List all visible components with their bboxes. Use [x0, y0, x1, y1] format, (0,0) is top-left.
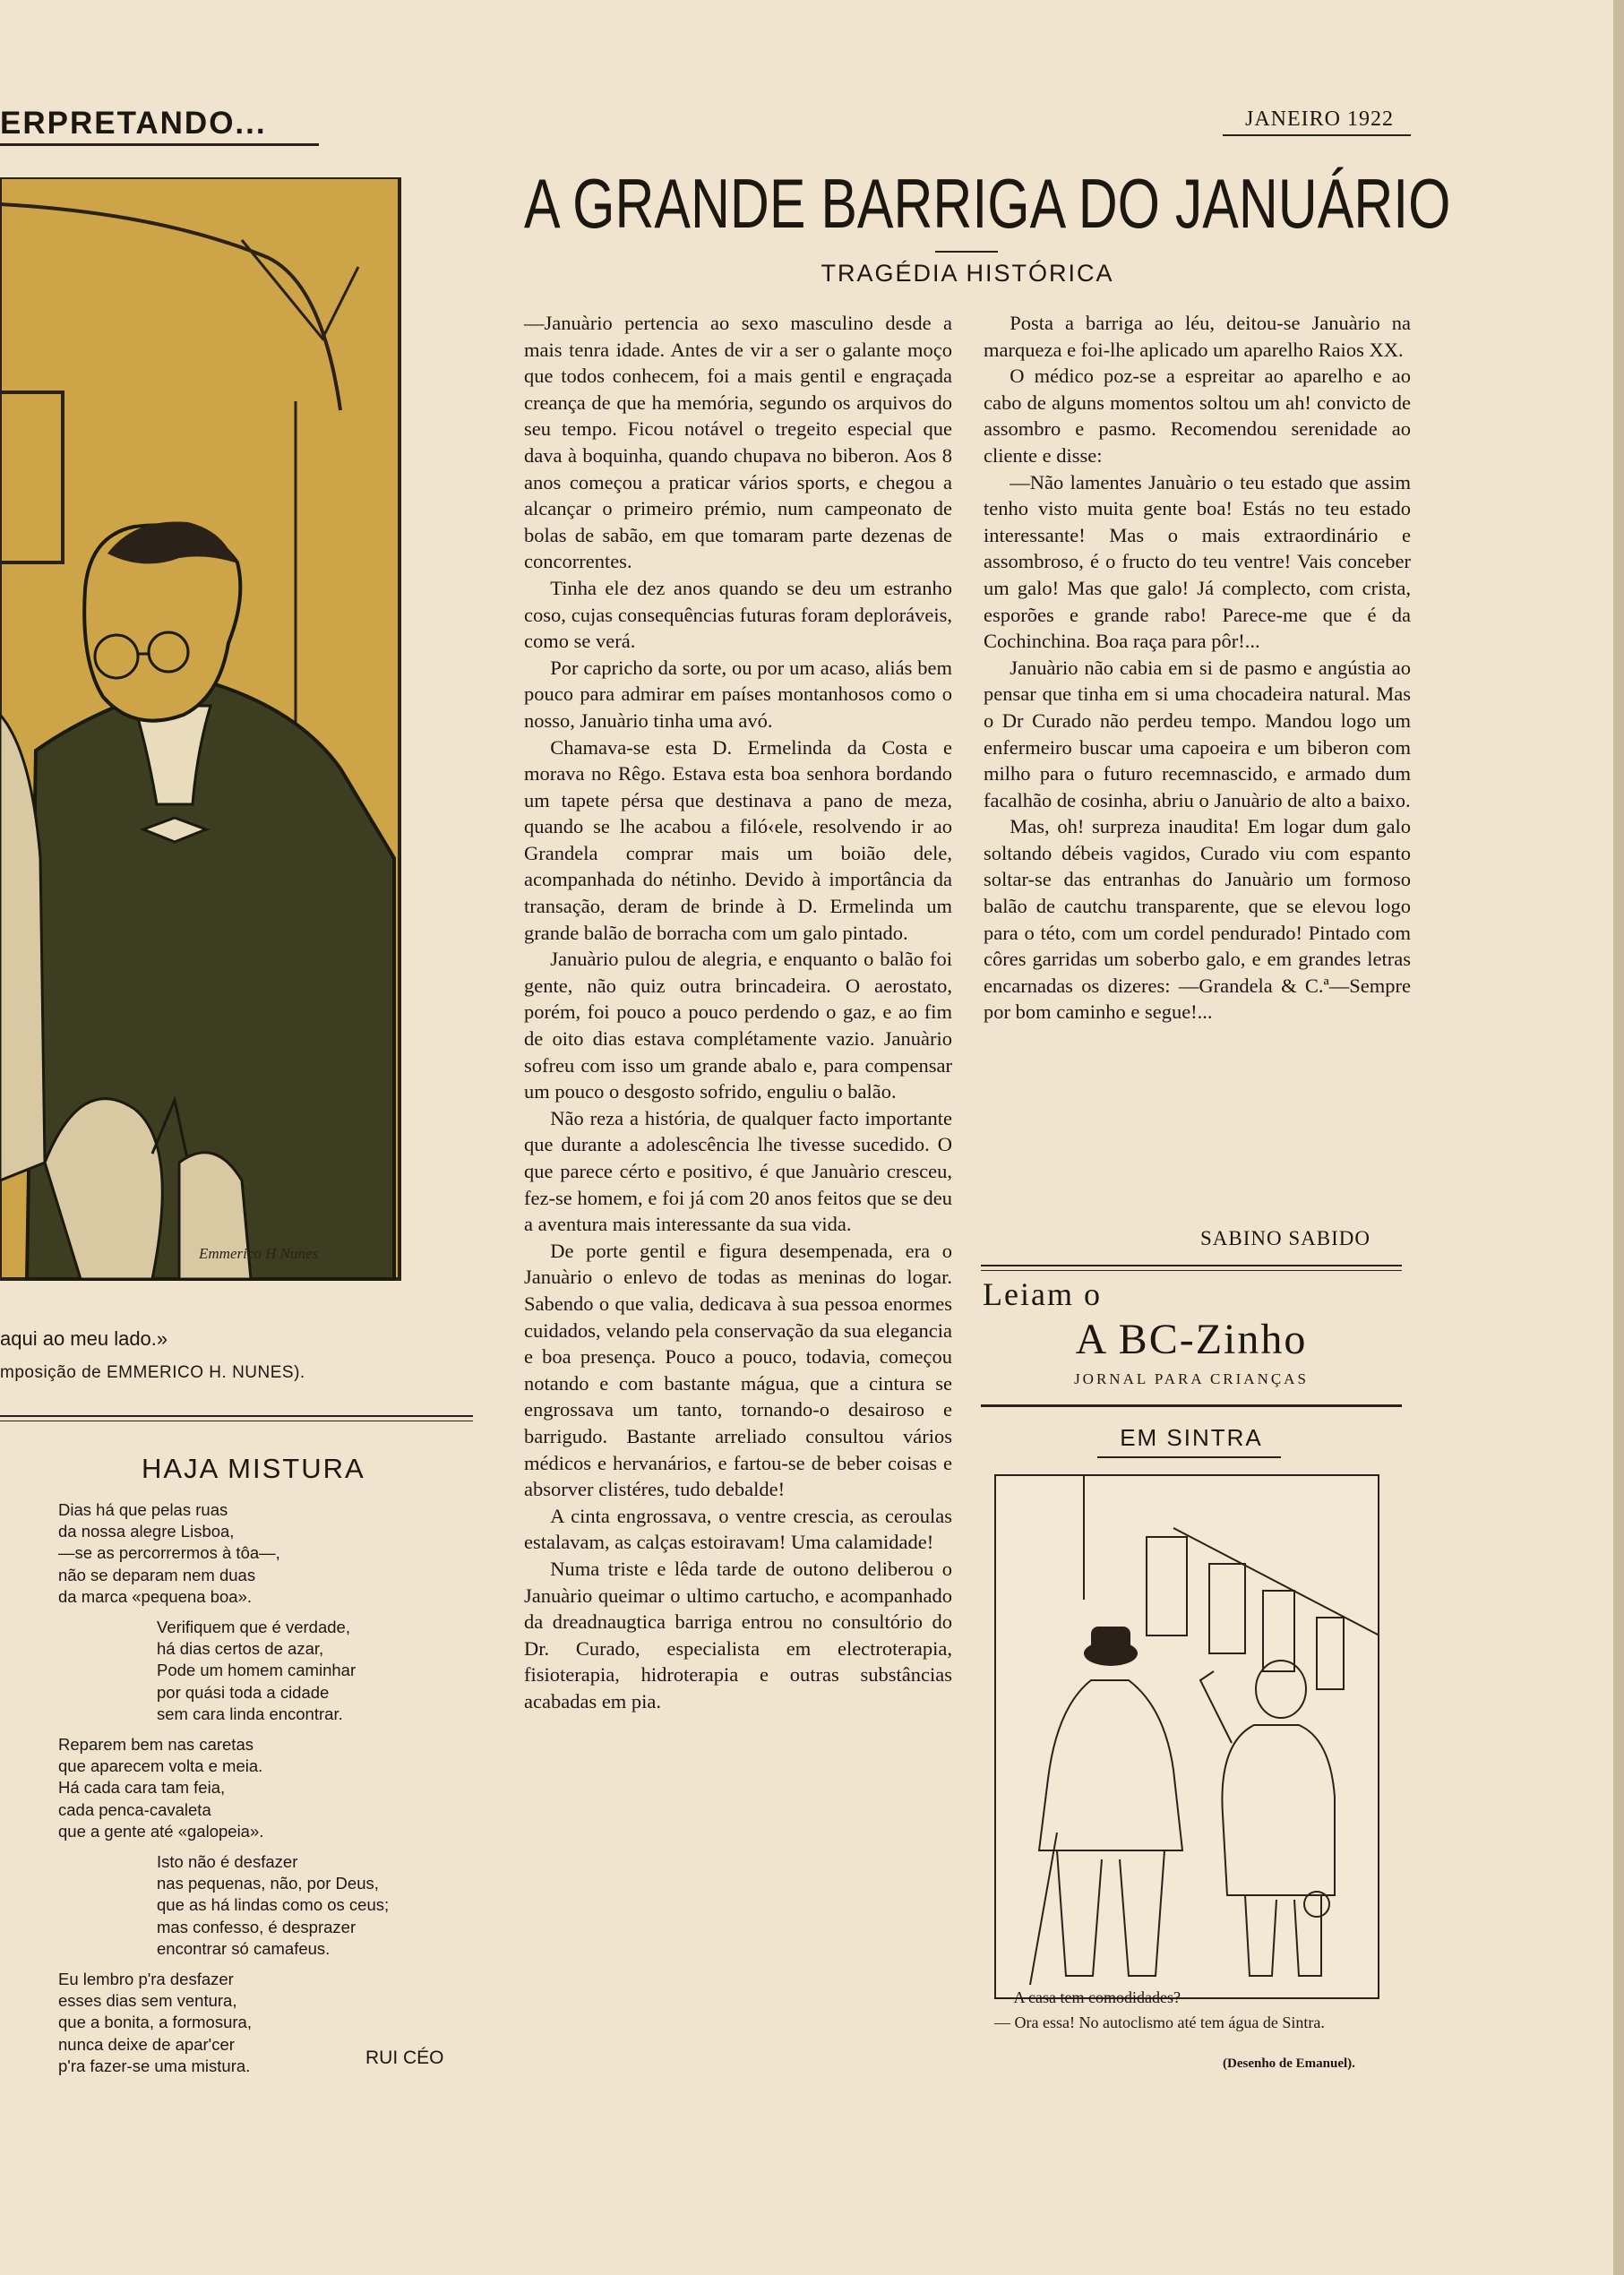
poem-line: que as há lindas como os ceus;	[157, 1895, 390, 1915]
article-paragraph: A cinta engrossava, o ventre crescia, as ceroulas estalavam, as calças estoiravam! Uma calamidade!	[524, 1504, 952, 1554]
title-ornament	[935, 251, 998, 253]
article-author: SABINO SABIDO	[1200, 1227, 1371, 1249]
poem-stanza-1	[58, 1499, 470, 1608]
section-header-rule	[0, 143, 319, 146]
article-paragraph: Januàrio pulou de alegria, e enquanto o balão foi gente, não quiz outra brincadeira. O aerostato, porém, foi pouco a pouco perdendo o gaz, e ao fim de oito dias estava complétamente vazio. Januàrio sofreu com isso um grande abalo e, para compensar um pouco o desgosto sofrido, enguliu o balão.	[524, 948, 952, 1103]
article-paragraph: Tinha ele dez anos quando se deu um estranho coso, cujas consequências futuras foram deploráveis, como se verá.	[524, 576, 952, 653]
article-column-2	[984, 310, 1411, 1026]
article-paragraph: O médico poz-se a espreitar ao aparelho e ao cabo de alguns momentos soltou um ah! convicto de assombro e pasmo. Recomendou serenidade ao cliente e disse:	[984, 365, 1411, 467]
sintra-title-rule	[1097, 1456, 1281, 1458]
section-header: ERPRETANDO...	[0, 106, 267, 141]
article-paragraph: Posta a barriga ao léu, deitou-se Januàrio na marqueza e foi-lhe aplicado um aparelho Raios XX.	[984, 312, 1411, 361]
date-rule	[1223, 134, 1411, 136]
poem-line: Pode um homem caminhar	[157, 1661, 357, 1680]
article-paragraph: Januàrio não cabia em si de pasmo e angústia ao pensar que tinha em si uma chocadeira natural. Mas o Dr Curado não perdeu tempo. Mandou logo um enfermeiro buscar uma capoeira e um biberon com milho para o futuro recemnascido, e armado dum facalhão de cosinha, abriu o Januàrio de alto a baixo.	[984, 656, 1411, 811]
poem-line: há dias certos de azar,	[157, 1639, 324, 1659]
cartoon-caption-line-2: mposição de EMMERICO H. NUNES).	[0, 1363, 305, 1382]
poem-line: Verifiquem que é verdade,	[157, 1618, 350, 1637]
poem-line: nas pequenas, não, por Deus,	[157, 1874, 379, 1893]
poem-line: nunca deixe de apar'cer	[58, 2034, 235, 2054]
cartoon-caption-line-1: aqui ao meu lado.»	[0, 1327, 168, 1350]
article-paragraph: Por capricho da sorte, ou por um acaso, aliás bem pouco para admirar em países montanhosos como o nosso, Januàrio tinha uma avó.	[524, 656, 952, 732]
ad-line-1: Leiam o	[983, 1276, 1102, 1312]
poem-line: encontrar só camafeus.	[157, 1938, 331, 1958]
poem-line: da marca «pequena boa».	[58, 1586, 253, 1606]
article-paragraph: Numa triste e lêda tarde de outono deliberou o Januàrio queimar o ultimo cartucho, e acompanhado da dreadnaugtica barriga entrou no consultório do Dr. Curado, especialista em electroterapia, fisioterapia, hidroterapia e outras substâncias acabadas em pia.	[524, 1557, 952, 1713]
ad-title: A BC-Zinho	[1075, 1316, 1308, 1363]
poem-line: que aparecem volta e meia.	[58, 1756, 263, 1776]
article-paragraph: Não reza a história, de qualquer facto importante que durante a adolescência lhe tivesse sucedido. O que parece cérto e positivo, é que Januàrio cresceu, fez-se homem, e foi já com 20 anos feitos que se deu a aventura mais interessante da sua vida.	[524, 1106, 952, 1236]
ad-top-rule	[981, 1265, 1402, 1266]
sintra-drawing	[994, 1474, 1379, 1999]
poem-line: sem cara linda encontrar.	[157, 1704, 343, 1723]
article-paragraph: Mas, oh! surpreza inaudita! Em logar dum galo soltando débeis vagidos, Curado viu com espanto soltar-se das entranhas do Januàrio um formoso balão de cautchu transparente, que se elevou logo para o této, com um cordel pendurado! Pintado com côres garridas um soberbo galo, e em grandes letras encarnadas os dizeres: —Grandela & C.ª—Sempre por bom caminho e segue!...	[984, 815, 1411, 1024]
article-paragraph: Chamava-se esta D. Ermelinda da Costa e morava no Rêgo. Estava esta boa senhora bordando um tapete pérsa que destinava a pano de meza, quando se lhe acabou a filó‹ele, resolvendo ir ao Grandela comprar mais um boião dele, acompanhada do nétinho. Devido à importância da transação, deram de brinde à D. Ermelinda um grande balão de borracha com um galo pintado.	[524, 735, 952, 944]
poem-line: Isto não é desfazer	[157, 1852, 298, 1872]
ad-bottom-rule	[981, 1404, 1402, 1407]
poem-line: esses dias sem ventura,	[58, 1991, 237, 2011]
page-edge	[1613, 0, 1624, 2275]
poem-line: por quási toda a cidade	[157, 1682, 330, 1702]
left-column-rule	[0, 1415, 473, 1417]
sintra-title: EM SINTRA	[1120, 1424, 1263, 1451]
poem-line: não se deparam nem duas	[58, 1565, 256, 1584]
poem-title: HAJA MISTURA	[142, 1453, 365, 1484]
sintra-dialogue-1: — A casa tem comodidades?	[994, 1988, 1181, 2006]
cartoon-signature: Emmerico H Nunes	[199, 1245, 319, 1262]
article-paragraph: —Não lamentes Januàrio o teu estado que assim tenho visto muita gente boa! Estás no teu estado interessante! Mas o mais extraordinário e assombroso, é o fructo do teu ventre! Vais conceber um galo! Mas que galo! Já complecto, com crista, esporões e grande rabo! Parece-me que é da Cochinchina. Boa raça para pôr!...	[984, 470, 1411, 653]
cartoon-illustration	[0, 177, 401, 1281]
poem-line: Dias há que pelas ruas	[58, 1500, 228, 1519]
poem-body	[58, 1499, 470, 2077]
poem-line: Reparem bem nas caretas	[58, 1735, 253, 1755]
issue-date: JANEIRO 1922	[1245, 107, 1394, 131]
poem-stanza-4	[58, 1851, 470, 1960]
poem-stanza-3	[58, 1734, 470, 1842]
article-title: A GRANDE BARRIGA DO JANUÁRIO	[524, 164, 1451, 243]
poem-line: que a gente até «galopeia».	[58, 1821, 264, 1841]
sintra-dialogue-2: — Ora essa! No autoclismo até tem água de Sintra.	[994, 2013, 1325, 2031]
poem-line: mas confesso, é desprazer	[157, 1917, 357, 1936]
poem-stanza-2	[58, 1617, 470, 1725]
poem-line: p'ra fazer-se uma mistura.	[58, 2056, 251, 2075]
poem-line: —se as percorrermos à tôa—,	[58, 1543, 280, 1563]
article-column-1	[524, 310, 952, 1714]
poem-line: da nossa alegre Lisboa,	[58, 1522, 235, 1541]
article-subtitle: TRAGÉDIA HISTÓRICA	[821, 260, 1114, 287]
sintra-credit: (Desenho de Emanuel).	[1223, 2056, 1355, 2071]
article-paragraph: —Januàrio pertencia ao sexo masculino desde a mais tenra idade. Antes de vir a ser o galante moço que todos conhecem, foi a mais gentil e engraçada creança de que ha memória, segundo os arquivos do seu tempo. Ficou notável o tregeito especial que dava à boquinha, quando chupava no biberon. Aos 8 anos começou a praticar vários sports, e chegou a alcançar o primeiro prémio, num campeonato de bolas de sabão, em que tomaram parte dezenas de concorrentes.	[524, 312, 952, 573]
ad-subtitle: JORNAL PARA CRIANÇAS	[1074, 1370, 1309, 1387]
poem-line: Eu lembro p'ra desfazer	[58, 1970, 234, 1989]
poem-author: RUI CÉO	[365, 2048, 444, 2068]
poem-line: que a bonita, a formosura,	[58, 2013, 252, 2032]
article-paragraph: De porte gentil e figura desempenada, era o Januàrio o enlevo de todas as meninas do logar. Sabendo o que valia, dedicava à sua pessoa enormes cuidados, velando pela conservação da sua elegancia e boa presença. Pouco a pouco, todavia, começou notando e com bastante mágua, que a cintura se engrossava um tanto, tornando-o desairoso e barrigudo. Bastante arreliado consultou vários médicos e hervanários, e fartou-se de beber coisas e absorver clistéres, tudo debalde!	[524, 1239, 952, 1501]
poem-line: Há cada cara tam feia,	[58, 1778, 226, 1798]
poem-line: cada penca-cavaleta	[58, 1799, 211, 1819]
ad-top-rule-2	[981, 1270, 1402, 1271]
